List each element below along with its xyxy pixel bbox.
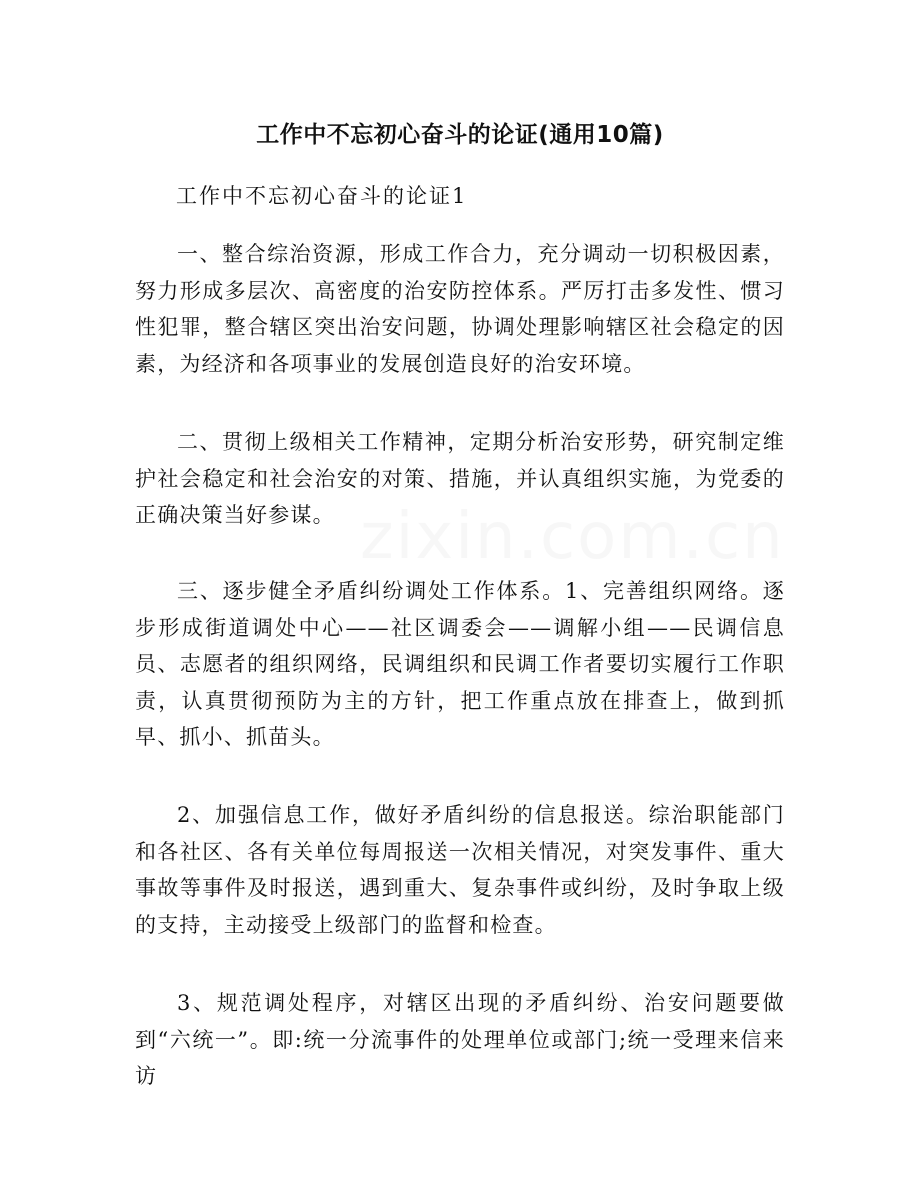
- paragraph: 三、逐步健全矛盾纠纷调处工作体系。1、完善组织网络。逐步形成街道调处中心——社区调委会——调解小组——民调信息员、志愿者的组织网络，民调组织和民调工作者要切实履行工作职责，认真贯彻预防为主的方针，把工作重点放在排查上，做到抓早、抓小、抓苗头。: [135, 579, 785, 749]
- paragraph: 2、加强信息工作，做好矛盾纠纷的信息报送。综治职能部门和各社区、各有关单位每周报送一次相关情况，对突发事件、重大事故等事件及时报送，遇到重大、复杂事件或纠纷，及时争取上级的支持，主动接受上级部门的监督和检查。: [135, 803, 785, 937]
- paragraph: 二、贯彻上级相关工作精神，定期分析治安形势，研究制定维护社会稳定和社会治安的对策、措施，并认真组织实施，为党委的正确决策当好参谋。: [135, 430, 785, 527]
- document-title: 工作中不忘初心奋斗的论证(通用10篇): [256, 122, 664, 148]
- paragraph: 一、整合综治资源，形成工作合力，充分调动一切积极因素，努力形成多层次、高密度的治安防控体系。严厉打击多发性、惯习性犯罪，整合辖区突出治安问题，协调处理影响辖区社会稳定的因素，为经济和各项事业的发展创造良好的治安环境。: [135, 242, 785, 376]
- paragraph: 3、规范调处程序，对辖区出现的矛盾纠纷、治安问题要做到“六统一”。即:统一分流事件的处理单位或部门;统一受理来信来访: [135, 991, 785, 1088]
- watermark: zixin.com.cn: [360, 500, 785, 574]
- section-heading: 工作中不忘初心奋斗的论证1: [176, 184, 468, 208]
